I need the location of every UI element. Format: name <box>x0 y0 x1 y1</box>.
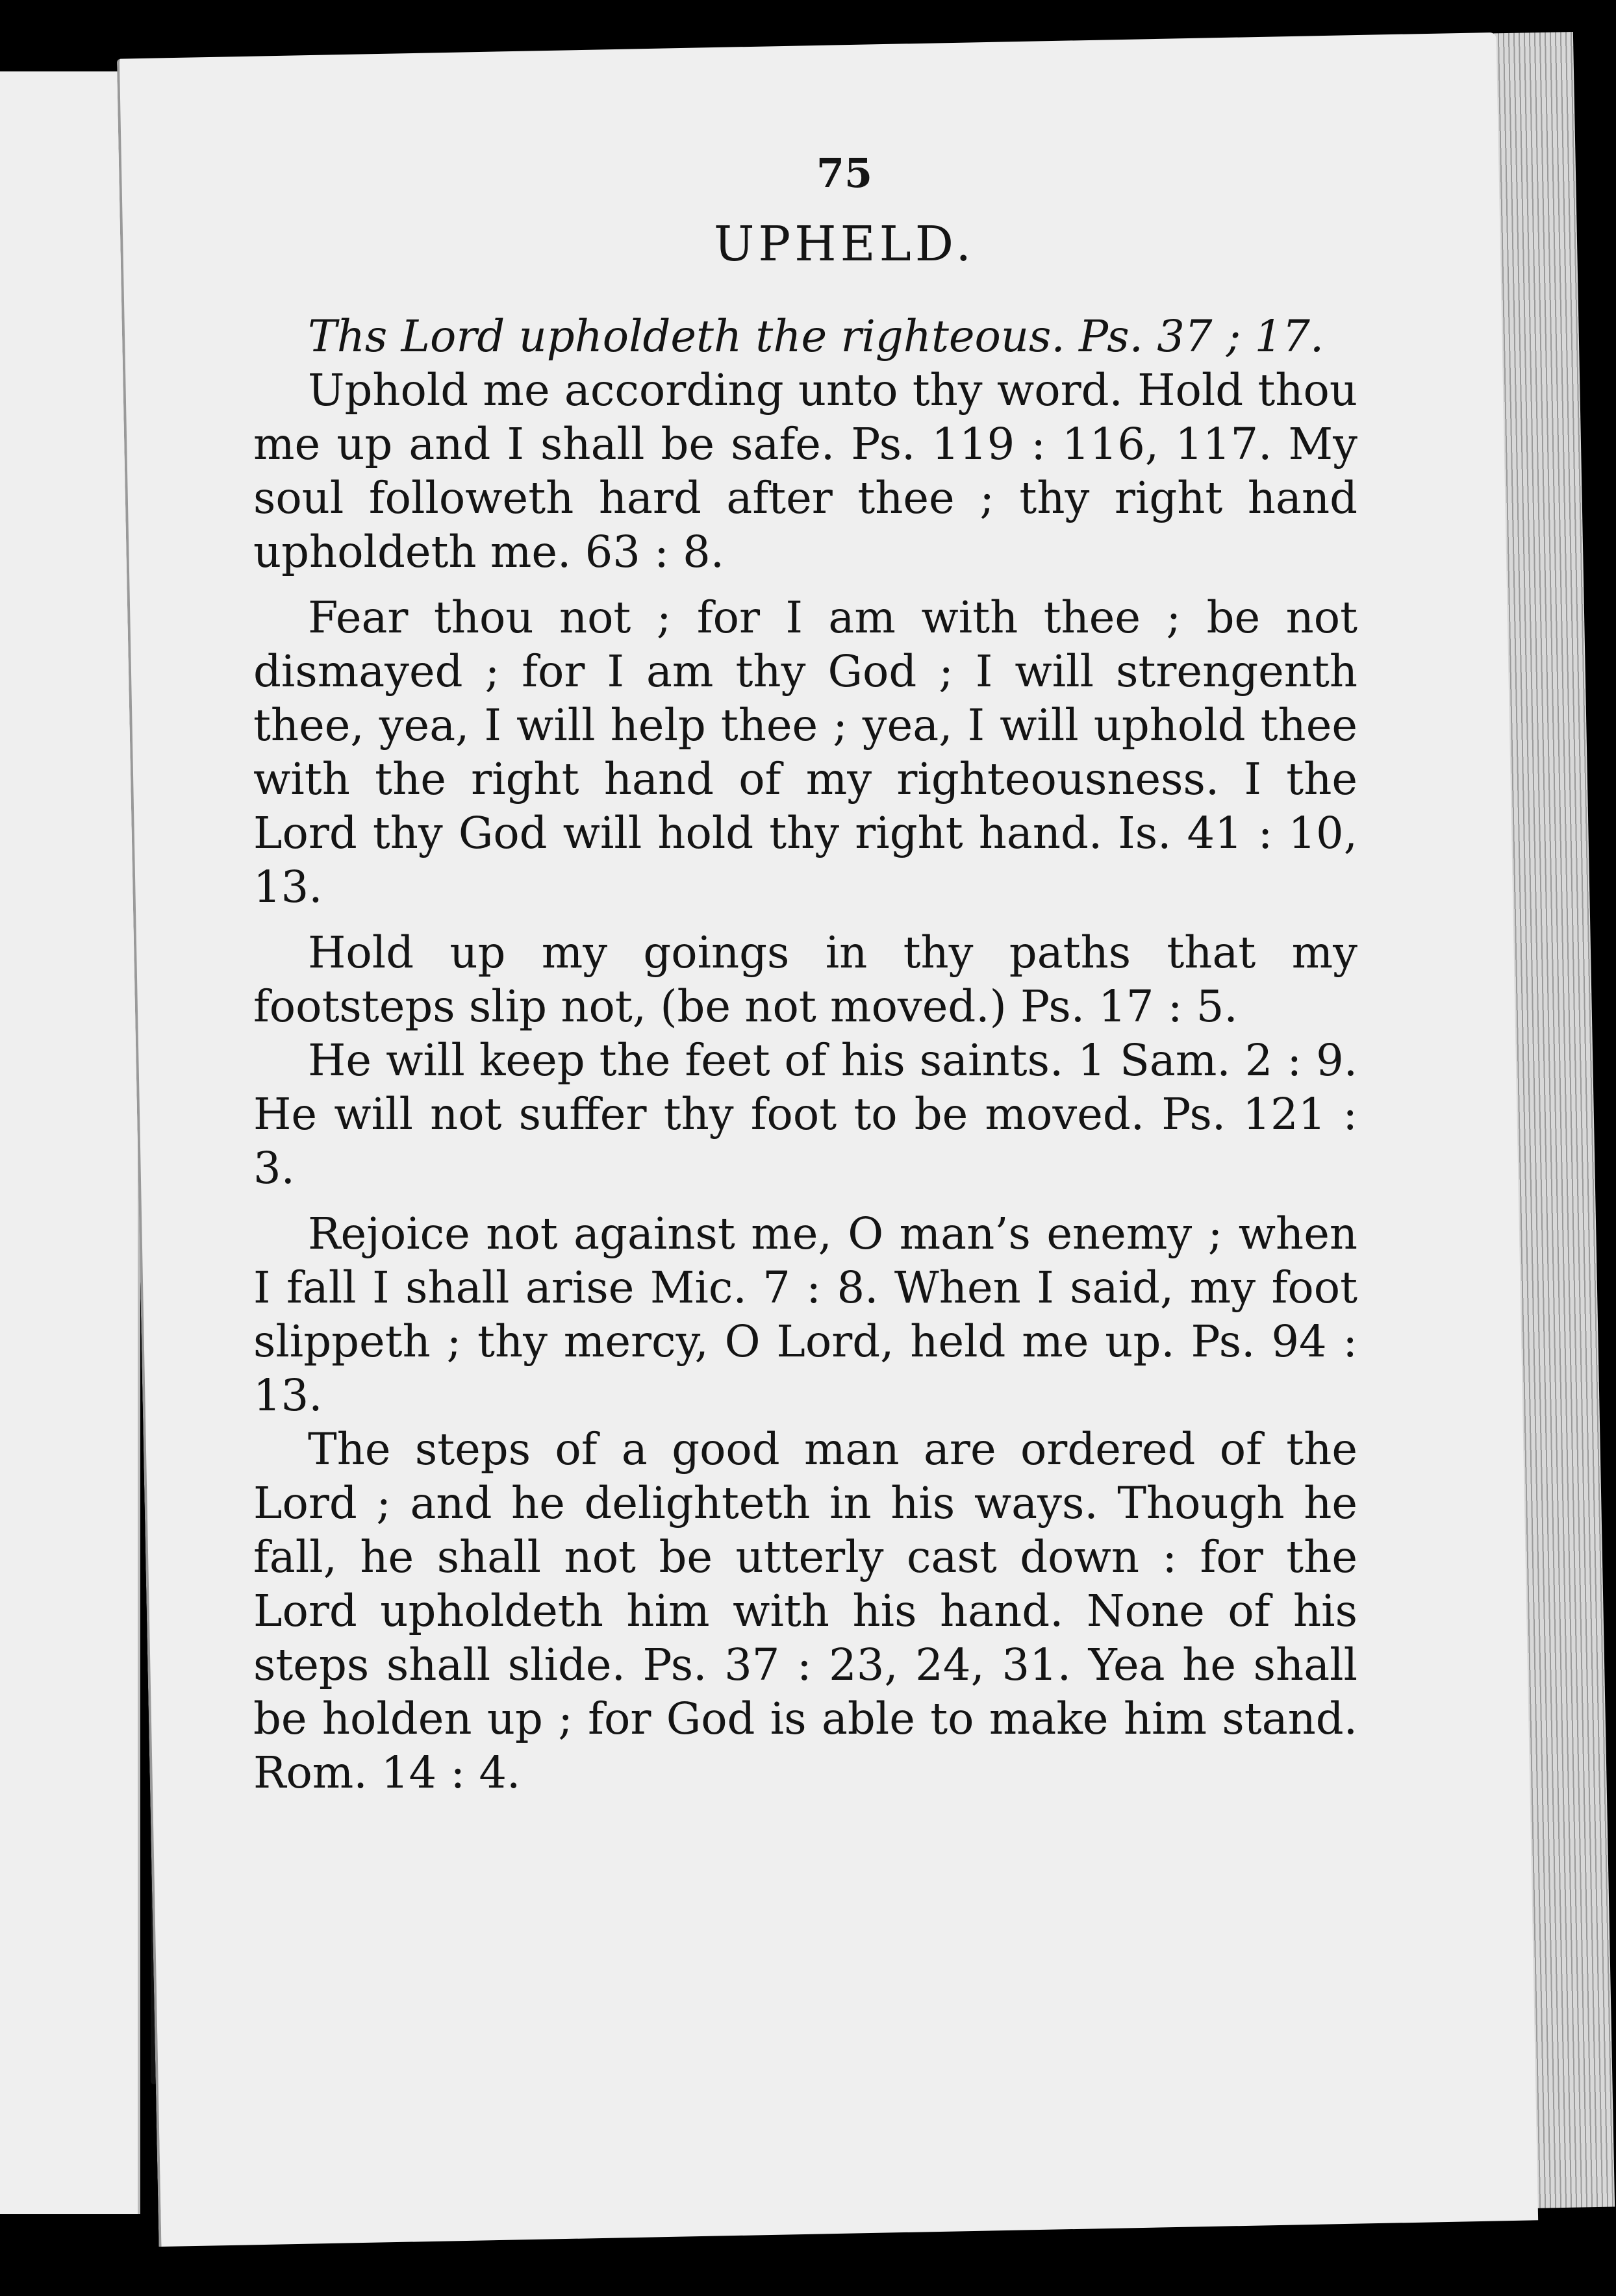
epigraph-verse: Ths Lord upholdeth the righteous. Ps. 37 ; 17. <box>308 311 1324 362</box>
paragraph: Hold up my goings in thy paths that my footsteps slip not, (be not moved.) Ps. 17 : 5. <box>253 927 1357 1032</box>
paragraph: Fear thou not ; for I am with thee ; be not dismayed ; for I am thy God ; I will strengenth thee, yea, I will help thee ; yea, I will uphold thee with the right hand of my righteousness. I the Lord thy God will hold thy right hand. Is. 41 : 10, 13. <box>253 592 1357 912</box>
page-content <box>253 149 1357 1812</box>
paragraph: Uphold me according unto thy word. Hold thou me up and I shall be safe. Ps. 119 : 116, 117. My soul followeth hard after thee ; thy right hand upholdeth me. 63 : 8. <box>253 365 1357 577</box>
paragraph: Rejoice not against me, O man’s enemy ; when I fall I shall arise Mic. 7 : 8. When I said, my foot slippeth ; thy mercy, O Lord, held me up. Ps. 94 : 13. <box>253 1208 1357 1421</box>
paragraph: He will keep the feet of his saints. 1 Sam. 2 : 9. He will not suffer thy foot to be moved. Ps. 121 : 3. <box>253 1035 1357 1193</box>
page-number: 75 <box>816 149 873 197</box>
facing-page-edge <box>0 71 140 2214</box>
page-heading: UPHELD. <box>713 216 976 272</box>
paragraph: The steps of a good man are ordered of the Lord ; and he delighteth in his ways. Though he fall, he shall not be utterly cast down : for the Lord upholdeth him with his hand. None of his steps shall slide. Ps. 37 : 23, 24, 31. Yea he shall be holden up ; for God is able to make him stand. Rom. 14 : 4. <box>253 1424 1357 1798</box>
